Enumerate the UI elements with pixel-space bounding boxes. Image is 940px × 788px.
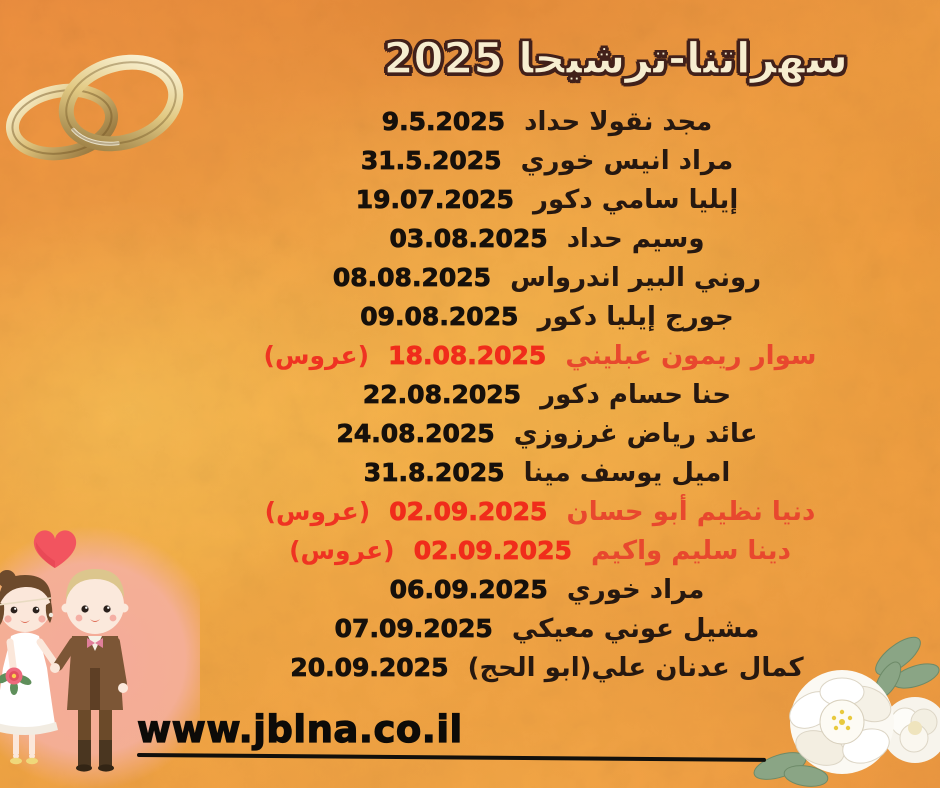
event-date: 22.08.2025 — [362, 380, 522, 409]
event-row — [240, 297, 840, 336]
event-row — [240, 570, 840, 609]
event-name: مجد نقولا حداد — [524, 107, 713, 137]
event-row — [240, 258, 840, 297]
event-date: 19.07.2025 — [355, 185, 514, 214]
event-date: 02.09.2025 — [413, 536, 572, 565]
event-date: 08.08.2025 — [332, 263, 492, 292]
event-name: كمال عدنان علي(ابو الحج) — [467, 653, 804, 683]
website-url: www.jblna.co.il — [137, 708, 463, 751]
event-date: 18.08.2025 — [388, 341, 547, 370]
earring — [49, 613, 53, 617]
bride-tag: (عروس) — [263, 341, 370, 370]
event-row — [240, 375, 840, 414]
event-row — [240, 492, 840, 531]
event-row — [240, 141, 840, 180]
event-date: 20.09.2025 — [290, 653, 449, 682]
event-row — [240, 453, 840, 492]
event-name: اميل يوسف مينا — [523, 458, 731, 488]
event-row — [240, 414, 840, 453]
event-name: سوار ريمون عبليني — [565, 341, 817, 371]
event-name: روني البير اندرواس — [510, 263, 762, 293]
event-date: 09.08.2025 — [360, 302, 519, 331]
event-row — [240, 102, 840, 141]
event-name: وسيم حداد — [566, 224, 705, 254]
event-name: مراد خوري — [566, 575, 705, 605]
event-name: دنيا نظيم أبو حسان — [566, 497, 816, 527]
event-date: 31.8.2025 — [363, 458, 505, 487]
bride-tag: (عروس) — [264, 497, 371, 526]
event-name: جورج إيليا دكور — [537, 302, 734, 332]
event-date: 03.08.2025 — [389, 224, 548, 253]
event-date: 07.09.2025 — [334, 614, 493, 643]
event-name: دينا سليم واكيم — [590, 536, 791, 566]
event-name: مراد انيس خوري — [520, 146, 734, 176]
wedding-rings-icon — [4, 26, 190, 164]
event-row — [240, 219, 840, 258]
white-roses-icon — [750, 618, 940, 788]
bride-tag: (عروس) — [289, 536, 395, 565]
event-date: 9.5.2025 — [381, 107, 506, 136]
event-date: 24.08.2025 — [336, 419, 495, 448]
event-name: مشيل عوني معيكي — [511, 614, 760, 644]
events-list — [240, 102, 840, 687]
event-date: 31.5.2025 — [360, 146, 502, 175]
event-row — [240, 336, 840, 375]
event-row — [240, 531, 840, 570]
event-name: إيليا سامي دكور — [533, 185, 739, 215]
event-date: 06.09.2025 — [389, 575, 548, 604]
event-name: حنا حسام دكور — [540, 380, 732, 410]
event-date: 02.09.2025 — [389, 497, 548, 526]
underline-rule — [137, 753, 766, 762]
poster-title: سهراتنا-ترشيحا 2025 — [383, 34, 848, 84]
event-row — [240, 180, 840, 219]
event-name: عائد رياض غرزوزي — [513, 419, 758, 449]
